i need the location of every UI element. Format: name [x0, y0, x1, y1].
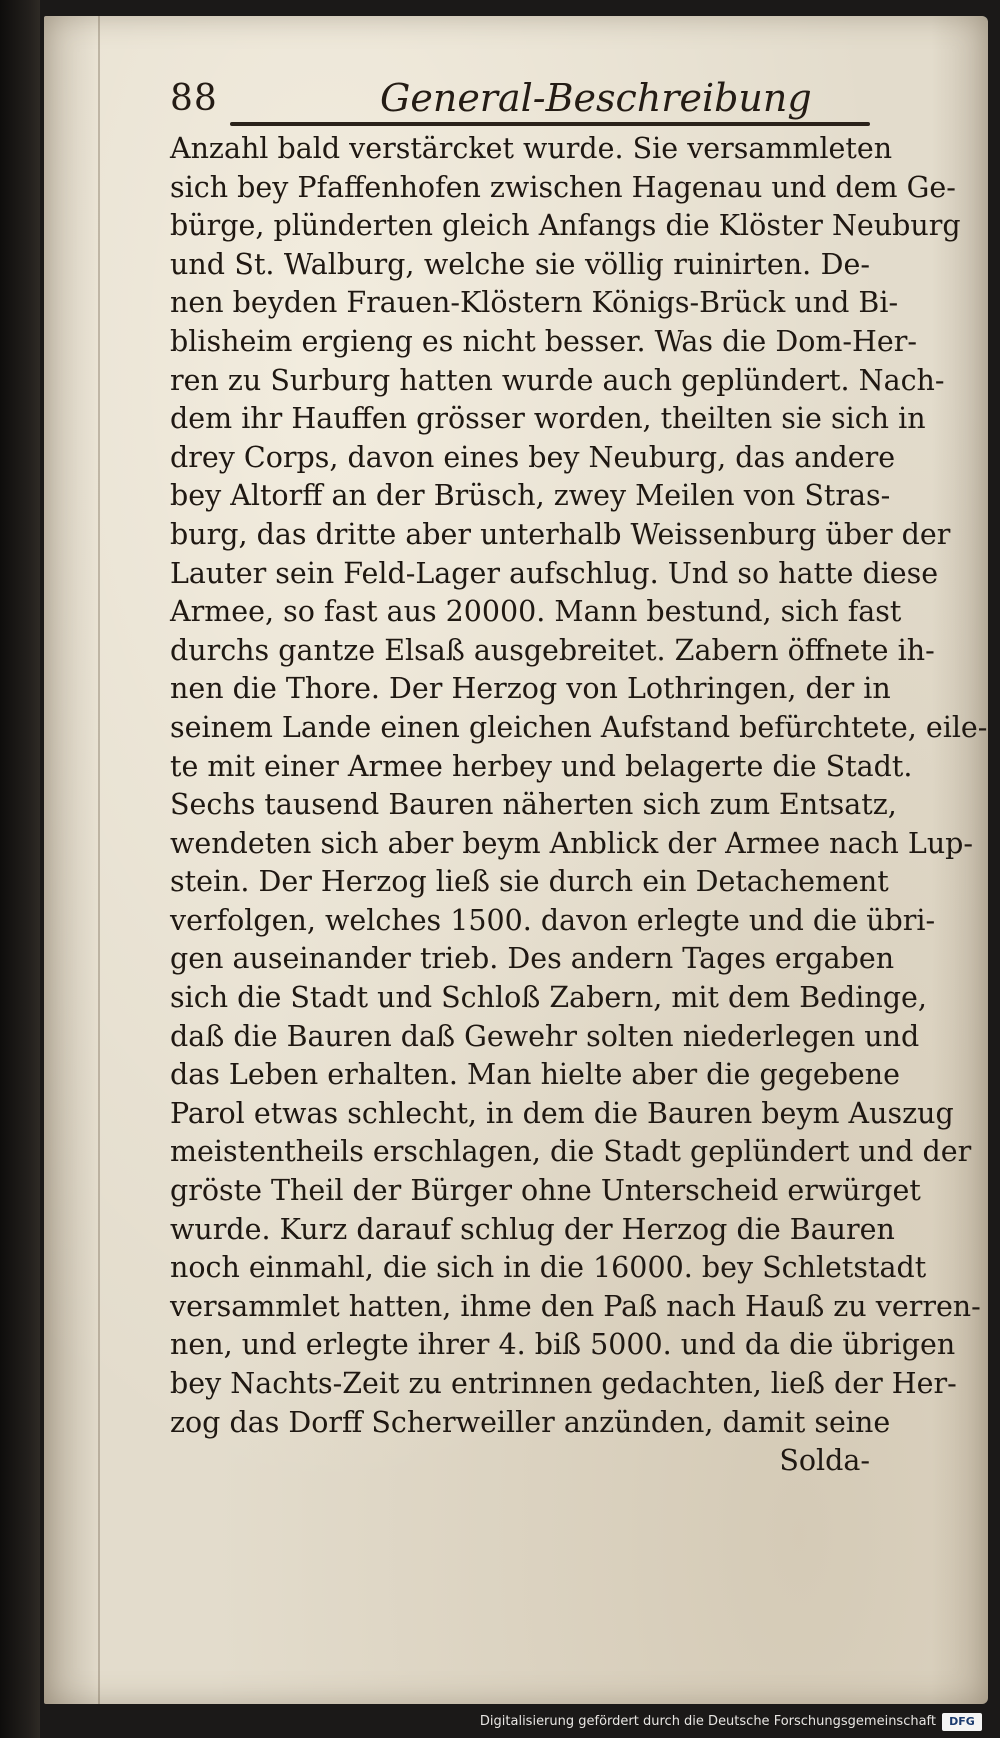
- text-line: nen beyden Frauen-Klöstern Königs-Brück und Bi-: [170, 286, 899, 320]
- text-line: drey Corps, davon eines bey Neuburg, das andere: [170, 440, 896, 474]
- text-line: daß die Bauren daß Gewehr solten niederlegen und: [170, 1019, 920, 1053]
- text-line: bürge, plünderten gleich Anfangs die Klöster Neuburg: [170, 209, 961, 243]
- text-line: Lauter sein Feld-Lager aufschlug. Und so hatte diese: [170, 556, 939, 590]
- text-line: sich bey Pfaffenhofen zwischen Hagenau und dem Ge-: [170, 170, 956, 204]
- text-line: nen die Thore. Der Herzog von Lothringen, der in: [170, 672, 891, 706]
- catchword: Solda-: [779, 1444, 870, 1478]
- page-fold-line: [98, 16, 100, 1704]
- text-line: seinem Lande einen gleichen Aufstand befürchtete, eile-: [170, 710, 988, 744]
- text-line: zog das Dorff Scherweiller anzünden, damit seine: [170, 1405, 891, 1439]
- page-header: [170, 72, 870, 124]
- text-line: blisheim ergieng es nicht besser. Was die Dom-Her-: [170, 324, 917, 358]
- text-line: dem ihr Hauffen grösser worden, theilten sie sich in: [170, 402, 926, 436]
- text-line: Sechs tausend Bauren näherten sich zum Entsatz,: [170, 788, 897, 822]
- text-line: Parol etwas schlecht, in dem die Bauren beym Auszug: [170, 1096, 954, 1130]
- text-line: wendeten sich aber beym Anblick der Armee nach Lup-: [170, 826, 974, 860]
- digitization-footer: [44, 1710, 988, 1738]
- header-rule: [230, 122, 870, 126]
- text-line: bey Nachts-Zeit zu entrinnen gedachten, ließ der Her-: [170, 1367, 957, 1400]
- running-title: General-Beschreibung: [380, 76, 812, 120]
- book-spine-shadow: [0, 0, 40, 1738]
- page-number: 88: [170, 78, 218, 119]
- funding-credit: Digitalisierung gefördert durch die Deutsche Forschungsgemeinschaft: [479, 1714, 936, 1729]
- text-line: ren zu Surburg hatten wurde auch geplündert. Nach-: [170, 363, 945, 397]
- text-line: und St. Walburg, welche sie völlig ruinirten. De-: [170, 247, 870, 281]
- text-line: durchs gantze Elsaß ausgebreitet. Zabern öffnete ih-: [170, 633, 935, 667]
- text-line: meistentheils erschlagen, die Stadt geplündert und der: [170, 1135, 972, 1169]
- text-line: Anzahl bald verstärcket wurde. Sie versammleten: [170, 132, 893, 165]
- text-line: sich die Stadt und Schloß Zabern, mit dem Bedinge,: [170, 981, 927, 1015]
- text-line: versammlet hatten, ihme den Paß nach Hauß zu verren-: [170, 1289, 981, 1323]
- text-line: gen auseinander trieb. Des andern Tages ergaben: [170, 942, 895, 976]
- text-line: stein. Der Herzog ließ sie durch ein Detachement: [170, 865, 889, 899]
- text-line: Armee, so fast aus 20000. Mann bestund, sich fast: [170, 595, 902, 629]
- text-line: nen, und erlegte ihrer 4. biß 5000. und da die übrigen: [170, 1328, 956, 1362]
- text-line: te mit einer Armee herbey und belagerte die Stadt.: [170, 749, 913, 783]
- dfg-logo: DFG: [942, 1713, 982, 1731]
- text-line: gröste Theil der Bürger ohne Unterscheid erwürget: [170, 1174, 921, 1208]
- text-line: noch einmahl, die sich in die 16000. bey Schletstadt: [170, 1251, 927, 1285]
- body-text: [170, 130, 988, 1530]
- text-line: verfolgen, welches 1500. davon erlegte und die übri-: [170, 903, 936, 937]
- text-line: wurde. Kurz darauf schlug der Herzog die Bauren: [170, 1212, 895, 1246]
- text-line: burg, das dritte aber unterhalb Weissenburg über der: [170, 517, 951, 551]
- text-line: das Leben erhalten. Man hielte aber die gegebene: [170, 1058, 901, 1092]
- text-line: bey Altorff an der Brüsch, zwey Meilen von Stras-: [170, 479, 891, 513]
